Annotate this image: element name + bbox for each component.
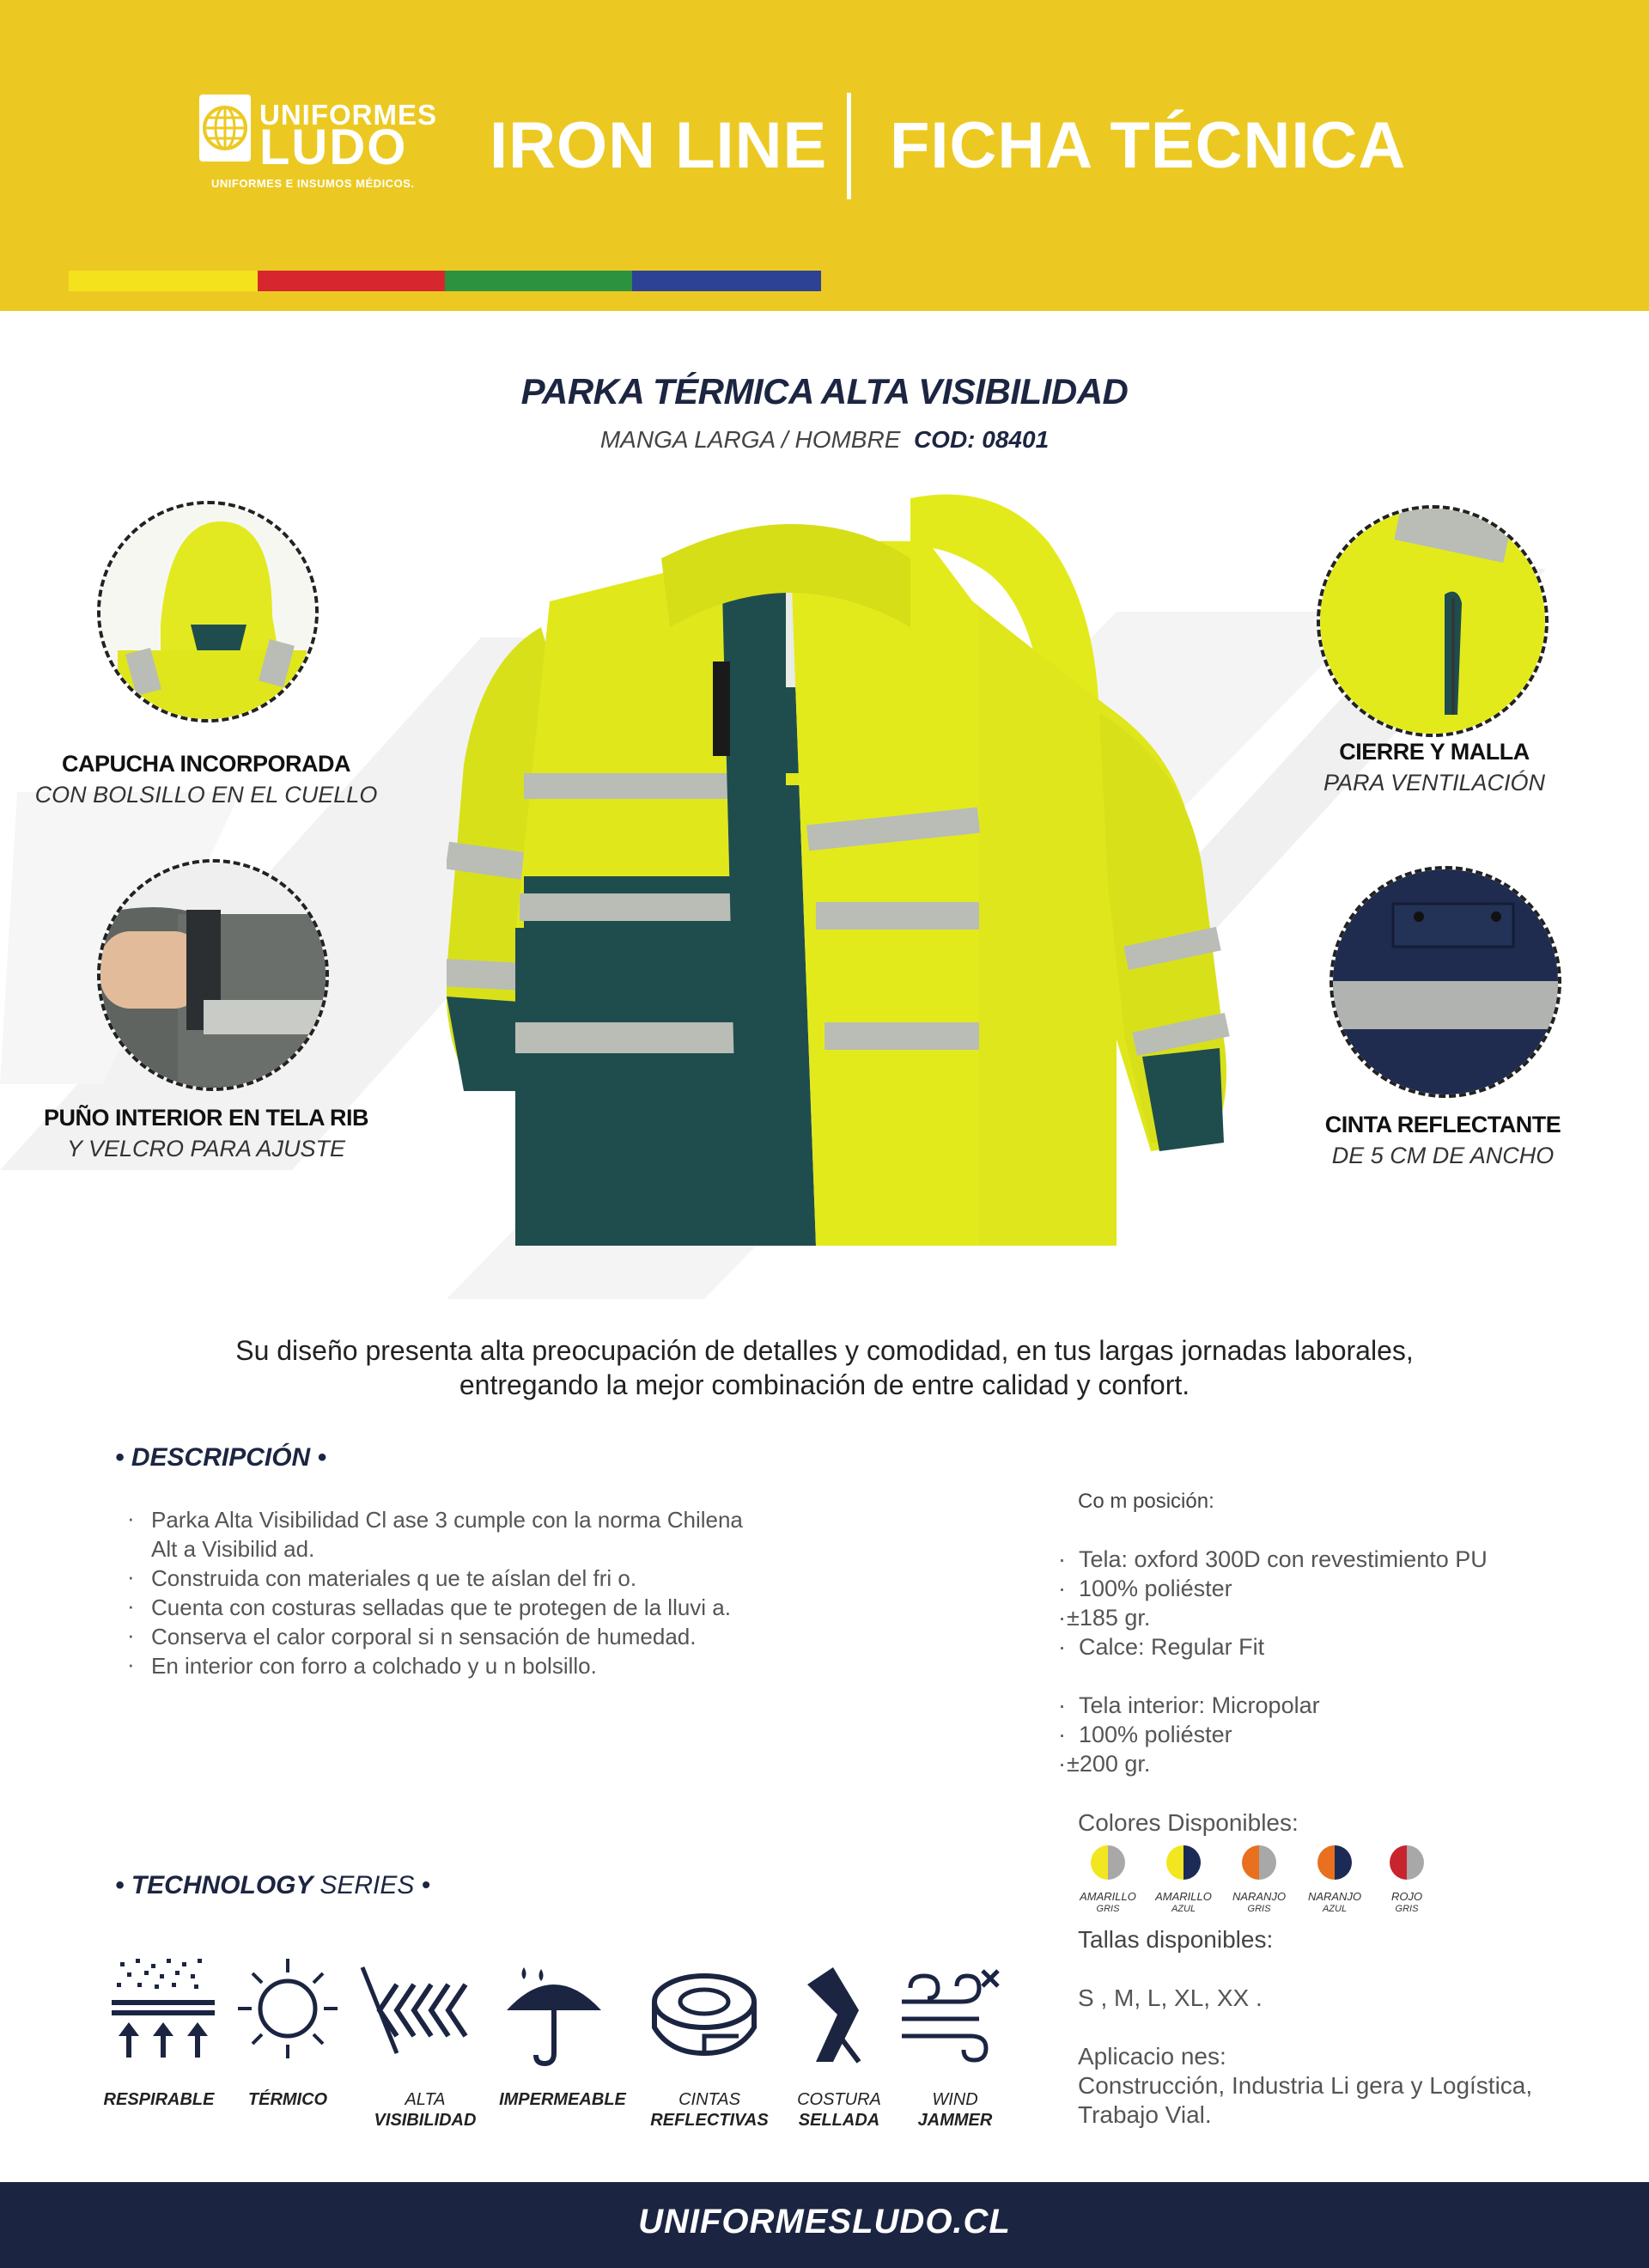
technology-label-line1: WIND — [932, 2090, 978, 2109]
color-name-primary: ROJO — [1390, 1890, 1423, 1903]
composition-item: · 100% poliéster — [1055, 1720, 1587, 1749]
technology-label-line1: CINTAS — [678, 2090, 740, 2109]
color-name-secondary: AZUL — [1171, 1904, 1196, 1914]
technology-label — [636, 2089, 782, 2131]
feature-zipper-subtitle: PARA VENTILACIÓN — [1323, 770, 1546, 796]
color-swatches — [1074, 1845, 1451, 1923]
logo-tagline: UNIFORMES E INSUMOS MÉDICOS. — [211, 177, 415, 190]
technology-heading-bold: • TECHNOLOGY — [115, 1871, 313, 1899]
logo-word-ludo: LUDO — [259, 119, 408, 175]
feature-hood-subtitle: CON BOLSILLO EN EL CUELLO — [34, 782, 378, 808]
color-swatch[interactable] — [1242, 1845, 1276, 1880]
technology-heading-rest: SERIES • — [319, 1871, 431, 1899]
color-name-primary: AMARILLO — [1080, 1890, 1136, 1903]
color-name-secondary: GRIS — [1247, 1904, 1271, 1914]
stripe-green — [445, 271, 632, 291]
technology-heading — [115, 1871, 430, 1900]
globe-logo-icon — [199, 94, 251, 162]
composition-item: · ±200 gr. — [1055, 1749, 1587, 1778]
description-list — [122, 1505, 895, 1680]
color-swatch-label — [1296, 1890, 1373, 1916]
applications-label: Aplicacio nes: — [1078, 2043, 1226, 2070]
breathable-icon — [112, 1959, 215, 2058]
technology-label-line2: REFLECTIVAS — [650, 2111, 769, 2130]
colors-label: Colores Disponibles: — [1078, 1809, 1299, 1836]
product-subtitle: MANGA LARGA / HOMBRE — [599, 426, 901, 453]
logo-word-uniformes: UNIFORMES — [259, 99, 437, 131]
composition-item: · ±185 gr. — [1055, 1603, 1587, 1632]
feature-hood-image — [97, 501, 319, 722]
sealed-seam-icon — [807, 1967, 859, 2062]
composition-item: · Calce: Regular Fit — [1055, 1632, 1587, 1661]
applications-line-1: Construcción, Industria Li gera y Logística, — [1078, 2072, 1533, 2099]
technology-label — [86, 2089, 232, 2110]
stripe-blue — [632, 271, 821, 291]
color-swatch-label — [1220, 1890, 1298, 1916]
feature-reflective-tape-title: CINTA REFLECTANTE — [1324, 1112, 1561, 1137]
composition-list — [1055, 1545, 1587, 1778]
feature-zipper-image — [1317, 505, 1549, 737]
technology-label-line2: RESPIRABLE — [103, 2090, 215, 2109]
technology-label — [352, 2089, 498, 2131]
line-name: IRON LINE — [490, 109, 828, 182]
technology-label-line2: VISIBILIDAD — [374, 2111, 477, 2130]
composition-item: · 100% poliéster — [1055, 1574, 1587, 1603]
technology-label-line2: JAMMER — [917, 2111, 993, 2130]
technology-label — [490, 2089, 636, 2110]
color-name-secondary: GRIS — [1096, 1904, 1120, 1914]
color-name-secondary: AZUL — [1322, 1904, 1348, 1914]
technology-label — [215, 2089, 361, 2110]
sizes-label: Tallas disponibles: — [1078, 1926, 1274, 1953]
sun-icon — [238, 1959, 338, 2058]
high-visibility-icon — [362, 1967, 465, 2053]
stripe-red — [258, 271, 445, 291]
color-swatch-label — [1368, 1890, 1445, 1916]
lead-text-line-2: entregando la mejor combinación de entre calidad y confort. — [459, 1369, 1190, 1400]
color-swatch[interactable] — [1166, 1845, 1201, 1880]
feature-cuff-subtitle: Y VELCRO PARA AJUSTE — [66, 1136, 346, 1161]
technology-label-line2: IMPERMEABLE — [499, 2090, 626, 2109]
wind-icon — [902, 1971, 998, 2060]
lead-text-line-1: Su diseño presenta alta preocupación de detalles y comodidad, en tus largas jornadas laborales, — [235, 1335, 1414, 1366]
sizes-value: S , M, L, XL, XX . — [1078, 1984, 1263, 2011]
color-swatch-label — [1145, 1890, 1222, 1916]
technology-label-line2: TÉRMICO — [247, 2090, 328, 2109]
color-name-secondary: GRIS — [1395, 1904, 1419, 1914]
color-swatch-label — [1069, 1890, 1147, 1916]
description-item: · En interior con forro a colchado y u n bolsillo. — [122, 1651, 895, 1680]
description-item: · Conserva el calor corporal si n sensación de humedad. — [122, 1622, 895, 1651]
feature-reflective-tape-image — [1330, 866, 1561, 1098]
parka-product-image — [447, 490, 1305, 1280]
header-divider — [847, 93, 851, 199]
description-item: Alt a Visibilid ad. — [151, 1536, 315, 1562]
feature-zipper-title: CIERRE Y MALLA — [1339, 739, 1530, 765]
product-subtitle-row — [0, 426, 1649, 454]
technology-label-line2: SELLADA — [798, 2111, 880, 2130]
description-item: · Cuenta con costuras selladas que te protegen de la lluvi a. — [122, 1593, 895, 1622]
sheet-title: FICHA TÉCNICA — [890, 109, 1407, 182]
feature-cuff-image — [97, 859, 329, 1091]
color-name-primary: NARANJO — [1307, 1890, 1362, 1903]
feature-hood-title: CAPUCHA INCORPORADA — [61, 751, 350, 777]
stripe-yellow — [69, 271, 258, 291]
product-code: COD: 08401 — [913, 426, 1050, 453]
composition-label: Co m posición: — [1078, 1490, 1214, 1513]
technology-label — [882, 2089, 1028, 2131]
technology-label-line1: COSTURA — [797, 2090, 881, 2109]
color-name-primary: NARANJO — [1232, 1890, 1287, 1903]
website-link[interactable]: UNIFORMESLUDO.CL — [638, 2203, 1011, 2241]
technology-icons — [103, 1959, 1048, 2070]
description-item: · Parka Alta Visibilidad Cl ase 3 cumple con la norma Chilena — [122, 1505, 895, 1534]
color-name-primary: AMARILLO — [1155, 1890, 1212, 1903]
applications-line-2: Trabajo Vial. — [1078, 2101, 1212, 2128]
umbrella-icon — [507, 1967, 601, 2064]
technology-label-line1: ALTA — [405, 2090, 446, 2109]
feature-reflective-tape-subtitle: DE 5 CM DE ANCHO — [1331, 1143, 1555, 1168]
color-swatch[interactable] — [1091, 1845, 1125, 1880]
tape-roll-icon — [654, 1976, 754, 2053]
feature-cuff-title: PUÑO INTERIOR EN TELA RIB — [43, 1105, 368, 1131]
color-swatch[interactable] — [1390, 1845, 1424, 1880]
composition-item: · Tela interior: Micropolar — [1055, 1691, 1587, 1720]
description-item: · Construida con materiales q ue te aíslan del fri o. — [122, 1564, 895, 1593]
description-heading: • DESCRIPCIÓN • — [115, 1443, 327, 1472]
composition-item: · Tela: oxford 300D con revestimiento PU — [1055, 1545, 1587, 1574]
color-swatch[interactable] — [1317, 1845, 1352, 1880]
product-title: PARKA TÉRMICA ALTA VISIBILIDAD — [520, 371, 1129, 412]
